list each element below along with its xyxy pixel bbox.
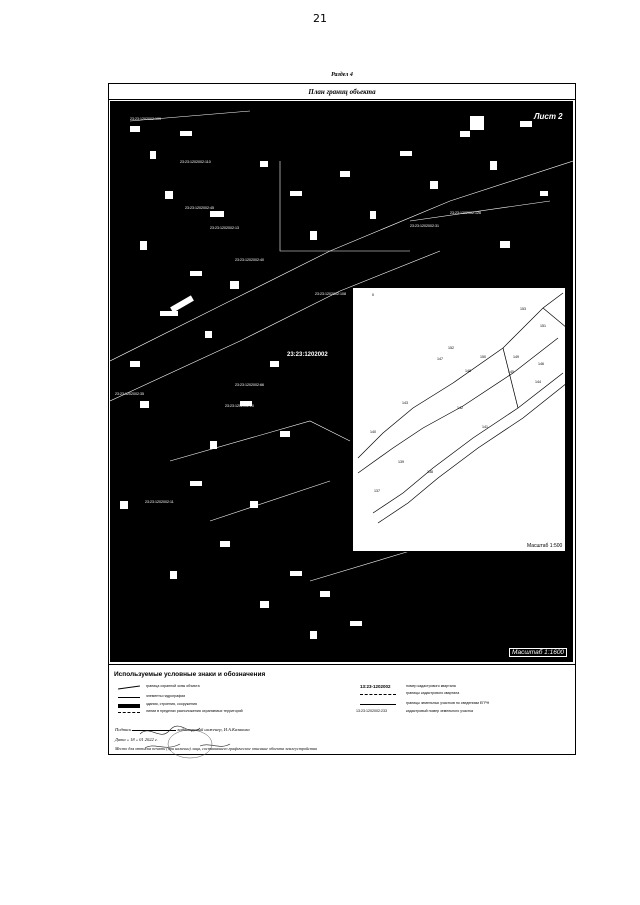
legend-symbol-parcel-boundary [360, 704, 396, 705]
signature-role: кадастровый инженер, И.А.Казакова [177, 727, 250, 732]
inset-north-marker: Ⅱ [372, 293, 374, 297]
inset-graphics [353, 288, 566, 552]
map-cadastral-label: 23:23:1202002:40 [235, 258, 264, 262]
legend-symbol-buildings [118, 704, 140, 708]
inset-point-label: 142 [457, 406, 463, 410]
inset-point-label: 138 [427, 470, 433, 474]
legend-symbol-quarter-boundary [360, 694, 396, 695]
map-cadastral-label: 23:23:1202002:20 [225, 404, 254, 408]
map-cadastral-label: 23:23:1202002:109 [130, 117, 161, 121]
inset-point-label: 143 [402, 401, 408, 405]
inset-point-label: 150 [480, 355, 486, 359]
inset-point-label: 137 [374, 489, 380, 493]
map-cadastral-label: 23:23:1202002:128 [450, 211, 481, 215]
legend-item: кадастровый номер земельного участка [406, 709, 474, 713]
legend-item: элементы гидрографии [146, 694, 186, 698]
inset-point-label: 151 [540, 324, 546, 328]
legend-item: линии в пределах расположения охраняемых территорий [146, 709, 243, 713]
legend-item: границы кадастрового квартала [406, 691, 460, 695]
legend-symbol-hydro [118, 697, 140, 698]
map-cadastral-label: 23:23:1202002:66 [235, 383, 264, 387]
inset-point-label: 139 [398, 460, 404, 464]
inset-point-label: 149 [513, 355, 519, 359]
map-cadastral-label: 23:23:1202002:31 [410, 224, 439, 228]
map-cadastral-label: 23:23:1202002:11 [145, 500, 174, 504]
inset-map [352, 287, 566, 552]
date-label: Дата [115, 737, 126, 742]
map-cadastral-label: 23:23:1202002:35 [115, 392, 144, 396]
plan-title: План границ объекта [109, 84, 575, 100]
legend-item: номер кадастрового квартала [406, 684, 456, 688]
inset-point-label: 146 [538, 362, 544, 366]
legend-symbol-protected [118, 712, 140, 713]
legend-item: здания, строения, сооружения [146, 702, 197, 706]
legend-code: 13:23:1202002:233 [356, 709, 387, 713]
signature-label: Подпись [115, 727, 132, 732]
legend-title: Используемые условные знаки и обозначения [114, 671, 266, 678]
date-value: « 18 » 01 2022 г. [126, 737, 158, 742]
stamp-footnote: Место для оттиска печати (при наличии) лица, составившего графическое описание объекта землеустройства [115, 746, 317, 751]
map-scale-label: Масштаб 1:1600 [509, 648, 567, 657]
legend-code: 13:23-1202002 [360, 684, 391, 689]
sheet-label: Лист 2 [534, 112, 563, 121]
map-cadastral-label: 23:23:1202002:108 [315, 292, 346, 296]
page-number: 21 [313, 12, 327, 25]
inset-point-label: 148 [465, 369, 471, 373]
map-cadastral-label: 23:23:1202002:13 [210, 226, 239, 230]
handwritten-signature [130, 722, 240, 762]
legend-divider [109, 664, 575, 665]
quarter-number-label: 23:23:1202002 [287, 352, 328, 358]
legend-item: граница охранной зоны объекта [146, 684, 200, 688]
inset-point-label: 145 [508, 370, 514, 374]
section-title: Раздел 4 [331, 72, 353, 78]
legend-item: границы земельных участков по сведениям ЕГРН [406, 701, 490, 705]
map-cadastral-label: 23:23:1202002:110 [180, 160, 211, 164]
inset-point-label: 144 [535, 380, 541, 384]
map-cadastral-label: 23:23:1202002:45 [185, 206, 214, 210]
inset-point-label: 147 [437, 357, 443, 361]
inset-point-label: 153 [520, 307, 526, 311]
inset-point-label: 141 [482, 425, 488, 429]
inset-point-label: 152 [448, 346, 454, 350]
inset-point-label: 140 [370, 430, 376, 434]
inset-scale-label: Масштаб 1:500 [527, 543, 563, 549]
